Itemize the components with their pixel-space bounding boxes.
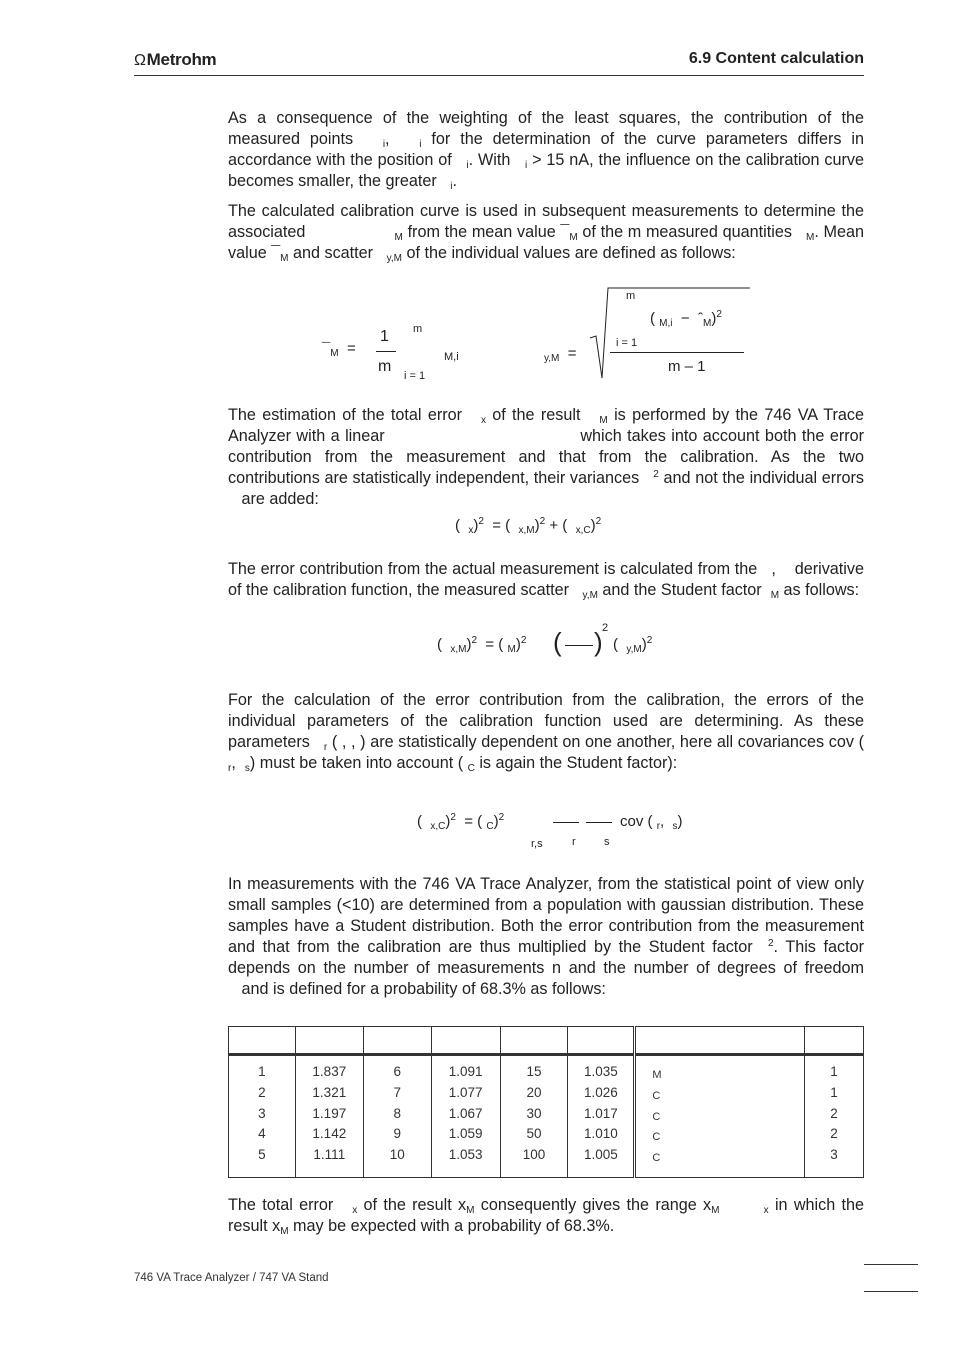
paragraph-calibration-error: For the calculation of the error contribution from the calibration, the errors of the individual parameters of the calibration function used are determining. As these parameters $_r$ ( , , ) are statistically dependent on one another, here all covariances cov ( $_r$, $_s$) must be taken into account ( $_C$ is again the Student factor): bbox=[228, 691, 865, 774]
omega-logo-icon: Ω bbox=[134, 52, 146, 69]
table-cell-col7: M C C C C bbox=[635, 1055, 805, 1178]
equation-variance-sum: ( $_x$)$^2$ = ( $_{x,M}$)$^2$ + ( $_{x,C}$)$^2$ bbox=[455, 516, 602, 536]
paragraph-student-factor: In measurements with the 746 VA Trace Analyzer, from the statistical point of view only small samples (<10) are determined from a population with gaussian distribution. These samples have a Student distribution. Both the error contribution from the measurement and that from the calibration are thus multiplied by the Student factor $^2$. This factor depends on the number of measurements n and the number of degrees of freedom and is defined for a probability of 68.3% as follows: bbox=[228, 875, 865, 998]
equation-calibration-error: ( $_{x,C}$)$^2$ = ( $_C$)$^2$ bbox=[417, 812, 505, 832]
table-cell-col2: 1.837 1.321 1.197 1.142 1.111 bbox=[295, 1055, 363, 1178]
mean-sum-upper: m bbox=[413, 323, 423, 335]
paragraph-result-range: The total error $_x$ of the result $x_M$ consequently gives the range $x_M$ $_x$ in which the result $x_M$ may be expected with a probability of 68.3%. bbox=[228, 1196, 865, 1237]
scatter-sum-lower: i = 1 bbox=[616, 337, 638, 349]
table-header-cell bbox=[431, 1027, 500, 1055]
scatter-sum-upper: m bbox=[626, 290, 636, 302]
partial-r-fraction-line bbox=[553, 822, 579, 823]
derivative-right-paren: ) bbox=[594, 627, 603, 657]
mean-fraction-numerator: 1 bbox=[380, 328, 389, 345]
scatter-squared-term: ( $_{y,M}$)$^2$ bbox=[613, 635, 653, 655]
logo-text: Metrohm bbox=[146, 50, 217, 69]
derivative-left-paren: ( bbox=[553, 627, 562, 657]
table-cell-col6: 1.035 1.026 1.017 1.010 1.005 bbox=[568, 1055, 635, 1178]
scatter-numerator-term: ( $_{M,i}$ − ˆ$_M$)$^2$ bbox=[650, 309, 722, 329]
table-cell-col5: 15 20 30 50 100 bbox=[500, 1055, 568, 1178]
paragraph-total-error: The estimation of the total error $_x$ of the result $_M$ is performed by the 746 VA Trace Analyzer with a linear which takes into account both the error contribution from the measurement and that from the calibration. As the two contributions are statistically independent, their variances $^2$ and not the individual errors are added: bbox=[228, 406, 865, 508]
scatter-symbol: $_{y,M}$ = bbox=[544, 345, 577, 364]
scatter-denominator: m – 1 bbox=[668, 358, 706, 375]
table-cell-col3: 6 7 8 9 10 bbox=[363, 1055, 431, 1178]
student-factor-table bbox=[228, 1026, 864, 1178]
derivative-exponent: 2 bbox=[602, 622, 609, 634]
table-header-row bbox=[229, 1027, 864, 1055]
mean-sum-term: M,i bbox=[444, 351, 459, 363]
table-header-cell bbox=[363, 1027, 431, 1055]
table-header-cell bbox=[500, 1027, 568, 1055]
partial-r-denominator: r bbox=[572, 836, 576, 848]
table-cell-col1: 1 2 3 4 5 bbox=[229, 1055, 296, 1178]
covariance-term: cov ( $_r$, $_s$) bbox=[620, 813, 683, 832]
table-cell-col8: 1 1 2 2 3 bbox=[805, 1055, 864, 1178]
table-cell-col4: 1.091 1.077 1.067 1.059 1.053 bbox=[431, 1055, 500, 1178]
paragraph-weighting: As a consequence of the weighting of the least squares, the contribution of the measured points $_i$, $_i$ for the determination of the curve parameters differs in accordance with the position of $_i$. With $_i$ > 15 nA, the influence on the calibration curve becomes smaller, the greater $_i$. bbox=[228, 109, 865, 192]
mean-sum-lower: i = 1 bbox=[404, 370, 426, 382]
table-row bbox=[229, 1055, 864, 1178]
paragraph-measurement-error: The error contribution from the actual measurement is calculated from the , derivative of the calibration function, the measured scatter $_{y,M}$ and the Student factor $_M$ as follows: bbox=[228, 560, 864, 601]
derivative-fraction-line bbox=[565, 645, 593, 646]
table-header-cell bbox=[568, 1027, 635, 1055]
header-divider bbox=[134, 75, 864, 76]
section-title: 6.9 Content calculation bbox=[688, 50, 864, 67]
equation-measurement-error: ( $_{x,M}$)$^2$ = ( $_M$)$^2$ bbox=[437, 635, 527, 655]
footer-rule-top bbox=[864, 1264, 918, 1265]
mean-symbol: $¯_M$ = bbox=[322, 340, 356, 359]
scatter-fraction-line bbox=[610, 352, 744, 353]
covariance-sum-index: r,s bbox=[531, 838, 543, 850]
mean-fraction-line bbox=[376, 351, 396, 352]
paragraph-calibration-curve: The calculated calibration curve is used in subsequent measurements to determine the associated $_M$ from the mean value $¯_M$ of the m measured quantities $_M$. Mean value $¯_M$ and scatter $_{y,M}$ of the individual values are defined as follows: bbox=[228, 202, 865, 264]
metrohm-logo bbox=[134, 50, 216, 70]
mean-fraction-denominator: m bbox=[378, 358, 392, 375]
footer-rule-bottom bbox=[864, 1291, 918, 1292]
table-header-cell bbox=[229, 1027, 296, 1055]
footer-product-name: 746 VA Trace Analyzer / 747 VA Stand bbox=[134, 1272, 329, 1284]
table-header-cell bbox=[295, 1027, 363, 1055]
table-header-cell bbox=[635, 1027, 805, 1055]
partial-s-denominator: s bbox=[604, 836, 610, 848]
partial-s-fraction-line bbox=[586, 822, 612, 823]
table-header-cell bbox=[805, 1027, 864, 1055]
